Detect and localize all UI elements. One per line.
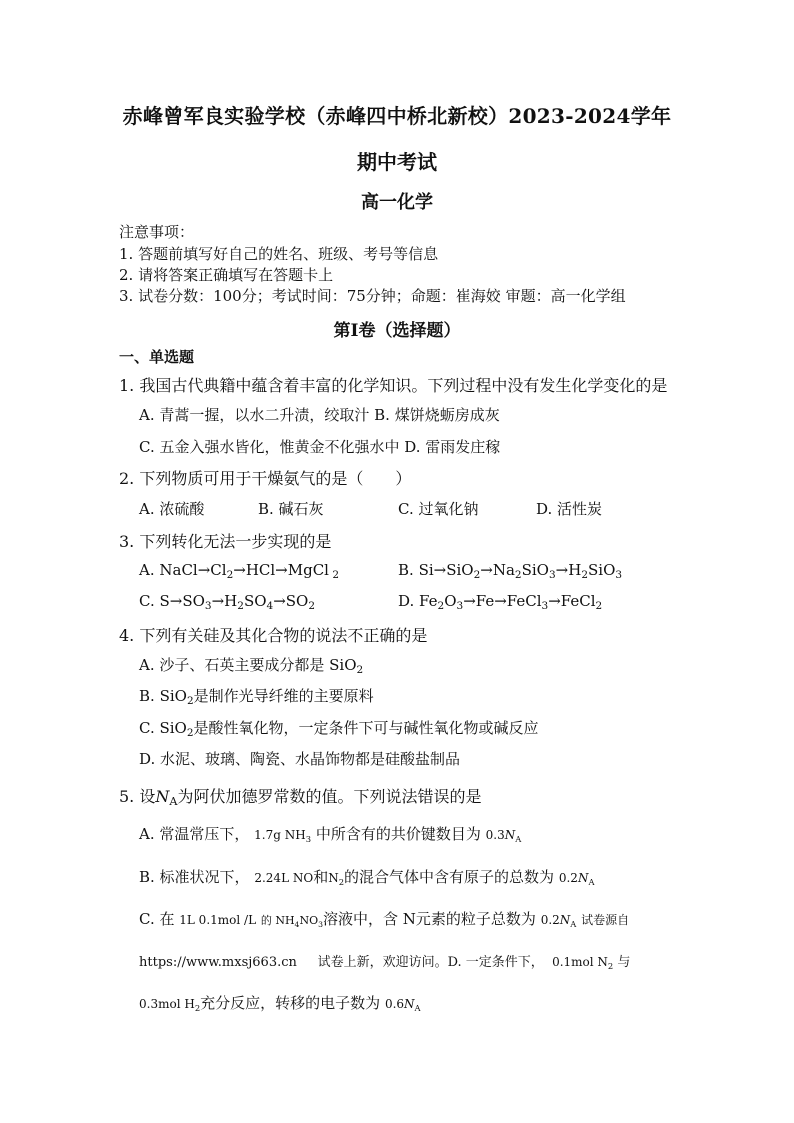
option-label: B. <box>398 561 414 579</box>
option-label: C. <box>139 592 155 610</box>
part-heading: 一、单选题 <box>119 348 195 366</box>
question-2-option-b: B. 碱石灰 <box>258 500 324 518</box>
question-3-option-c: C. $S\to SO_3\to H_2SO_4\to SO_2$ <box>139 592 316 612</box>
question-2-stem: 2. 下列物质可用于干燥氨气的是（ ） <box>119 469 412 488</box>
question-4-option-c: C. SiO$_2$是酸性氧化物，一定条件下可与碱性氧化物或碱反应 <box>139 719 539 739</box>
question-2-option-c: C. 过氧化钠 <box>398 500 479 518</box>
exam-subtitle: 期中考试 <box>357 150 437 174</box>
question-2-option-d: D. 活性炭 <box>536 500 603 518</box>
exam-title: 赤峰曾军良实验学校（赤峰四中桥北新校）2023-2024学年 <box>122 104 672 128</box>
question-5-option-c: C. 在 1L 0.1mol /L 的 $NH_4NO_3$溶液中，含 N元素的粒子总数为 $0.2N_A$ 试卷源自 <box>139 910 630 929</box>
question-1-options-cd: C. 五金入强水皆化，惟黄金不化强水中 D. 雷雨发庄稼 <box>139 438 501 456</box>
question-5-option-c-cont: https://www.mxsj663.cn 试卷上新，欢迎访问。D. 一定条件下， 0.1mol $N_2$ 与 <box>139 955 631 971</box>
option-label: D. <box>398 592 415 610</box>
notice-heading: 注意事项： <box>119 223 195 241</box>
question-1-stem: 1. 我国古代典籍中蕴含着丰富的化学知识。下列过程中没有发生化学变化的是 <box>119 376 668 395</box>
question-5-option-d: 0.3mol $H_2$充分反应，转移的电子数为 $0.6N_A$ <box>139 994 421 1013</box>
question-1-options-ab: A. 青蒿一握，以水二升渍，绞取汁 B. 煤饼烧蛎房成灰 <box>139 406 500 424</box>
question-4-option-b: B. SiO$_2$是制作光导纤维的主要原料 <box>139 687 374 707</box>
notice-item-2: 2. 请将答案正确填写在答题卡上 <box>119 266 334 284</box>
question-4-option-a: A. 沙子、石英主要成分都是 SiO$_2$ <box>139 656 364 676</box>
option-label: A. <box>139 561 155 579</box>
exam-subject: 高一化学 <box>361 192 433 213</box>
question-5-option-a: A. 常温常压下， 1.7g $NH_3$ 中所含有的共价键数目为 $0.3N_A$ <box>139 825 522 844</box>
question-3-option-b: B. $Si\to SiO_2\to Na_2SiO_3\to H_2SiO_3$ <box>398 561 623 581</box>
source-link[interactable]: https://www.mxsj663.cn <box>139 955 297 970</box>
question-3-stem: 3. 下列转化无法一步实现的是 <box>119 532 332 551</box>
question-5-stem: 5. 设$N_A$为阿伏加德罗常数的值。下列说法错误的是 <box>119 787 482 808</box>
question-5-option-b: B. 标准状况下， 2.24L NO和$N_2$的混合气体中含有原子的总数为 $0.2N_A$ <box>139 868 595 887</box>
notice-item-3: 3. 试卷分数：100分；考试时间：75分钟；命题：崔海姣 审题：高一化学组 <box>119 287 626 305</box>
question-3-option-d: D. $Fe_2O_3\to Fe\to FeCl_3\to FeCl_2$ <box>398 592 603 612</box>
question-4-option-d: D. 水泥、玻璃、陶瓷、水晶饰物都是硅酸盐制品 <box>139 750 461 768</box>
question-4-stem: 4. 下列有关硅及其化合物的说法不正确的是 <box>119 626 428 645</box>
section-title: 第I卷（选择题） <box>333 321 461 341</box>
question-2-option-a: A. 浓硫酸 <box>139 500 205 518</box>
question-3-option-a: A. $NaCl\to Cl_2\to HCl\to MgCl$ $_2$ <box>139 561 340 581</box>
notice-item-1: 1. 答题前填写好自己的姓名、班级、考号等信息 <box>119 245 439 263</box>
